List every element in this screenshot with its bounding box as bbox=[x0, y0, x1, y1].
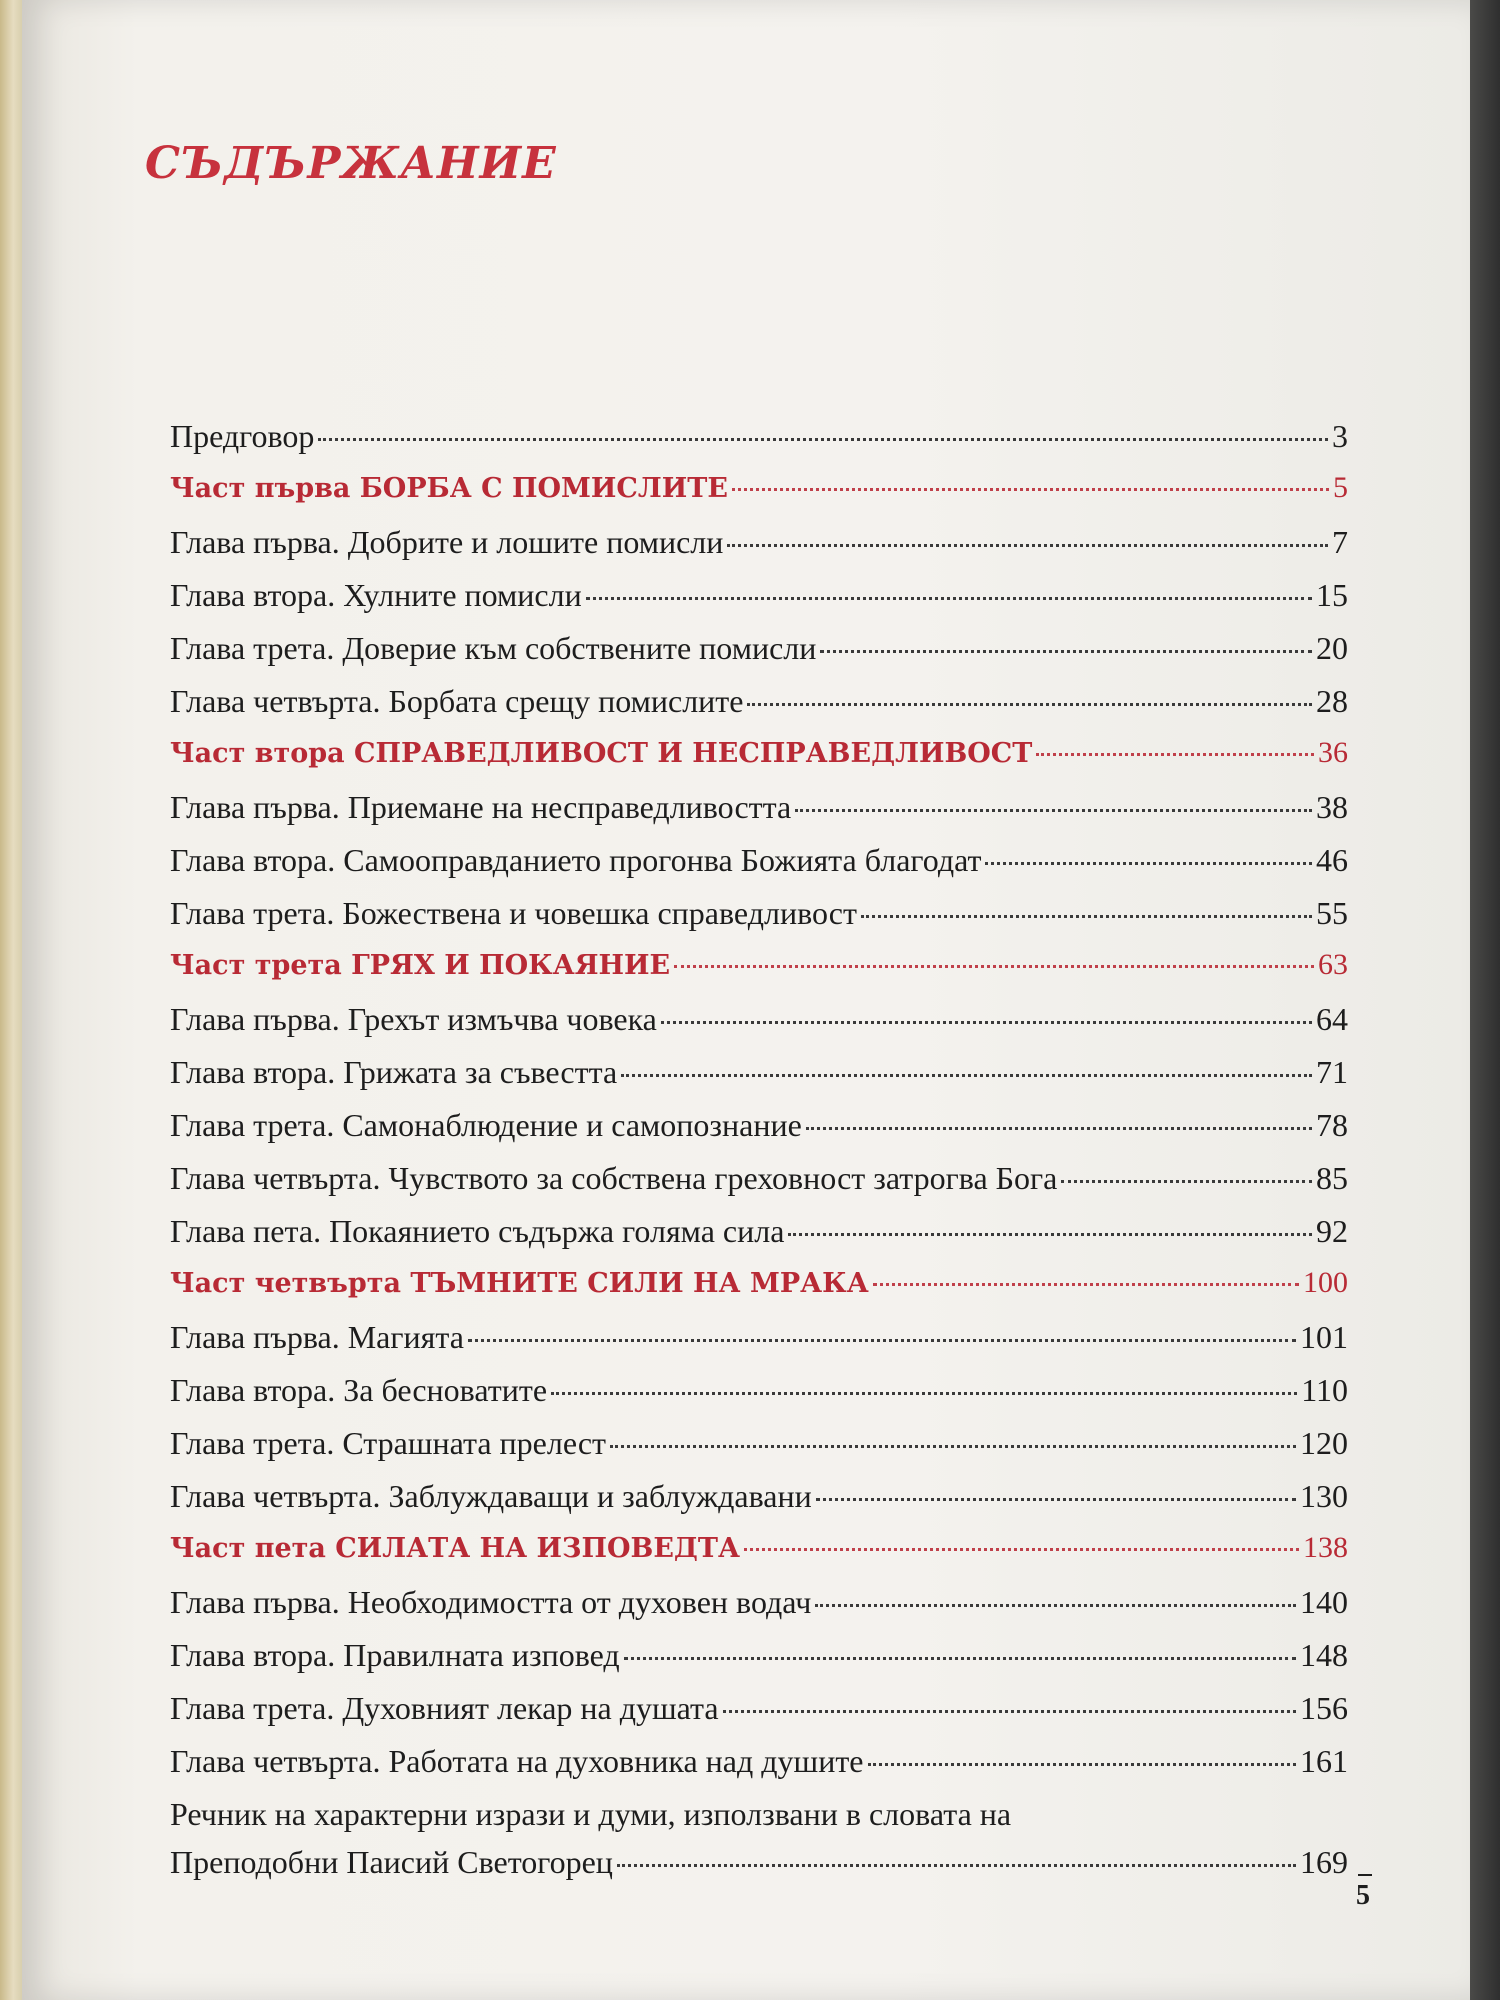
toc-page-number: 64 bbox=[1316, 1001, 1348, 1037]
dot-leader bbox=[873, 1283, 1299, 1286]
dot-leader bbox=[788, 1233, 1312, 1236]
toc-entry-label: Глава втора. Самооправданието прогонва Божията благодат bbox=[170, 842, 982, 878]
toc-entry-label: Част трета ГРЯХ И ПОКАЯНИЕ bbox=[170, 950, 671, 981]
toc-page-number: 130 bbox=[1300, 1478, 1348, 1514]
toc-entry-label: Глава втора. Правилната изповед bbox=[170, 1637, 620, 1673]
toc-entry-label: Глава пета. Покаянието съдържа голяма сила bbox=[170, 1213, 785, 1249]
toc-page-number: 85 bbox=[1316, 1160, 1348, 1196]
toc-entry-label: Глава четвърта. Чувството за собствена греховност затрогва Бога bbox=[170, 1160, 1058, 1196]
toc-entry-label: Част първа БОРБА С ПОМИСЛИТЕ bbox=[170, 473, 728, 504]
toc-entry-label: Част четвърта ТЪМНИТЕ СИЛИ НА МРАКА bbox=[170, 1268, 869, 1299]
toc-page-number: 63 bbox=[1318, 948, 1348, 981]
toc-page-number: 110 bbox=[1301, 1372, 1348, 1408]
dot-leader bbox=[624, 1657, 1296, 1660]
dot-leader bbox=[868, 1763, 1297, 1766]
book-spine bbox=[0, 0, 22, 2000]
toc-entry bbox=[170, 1213, 1348, 1266]
dot-leader bbox=[732, 488, 1329, 491]
toc-entry-label: Глава първа. Добрите и лошите помисли bbox=[170, 524, 724, 560]
dot-leader bbox=[1061, 1180, 1312, 1183]
dot-leader bbox=[468, 1339, 1296, 1342]
toc-page-number: 78 bbox=[1316, 1107, 1348, 1143]
toc-part-heading bbox=[170, 948, 1348, 1001]
dot-leader bbox=[1036, 753, 1314, 756]
glossary-entry bbox=[170, 1844, 1348, 1897]
toc-entry bbox=[170, 1743, 1348, 1796]
dot-leader bbox=[747, 703, 1312, 706]
toc-page-number: 38 bbox=[1316, 789, 1348, 825]
toc-entry-label: Част втора СПРАВЕДЛИВОСТ И НЕСПРАВЕДЛИВОСТ bbox=[170, 738, 1033, 769]
toc-entry-label: Глава четвърта. Борбата срещу помислите bbox=[170, 683, 744, 719]
toc-page-number: 46 bbox=[1316, 842, 1348, 878]
toc-entry-label: Глава трета. Самонаблюдение и самопознание bbox=[170, 1107, 802, 1143]
toc-entry bbox=[170, 1425, 1348, 1478]
dot-leader bbox=[820, 650, 1312, 653]
toc-entry bbox=[170, 418, 1348, 471]
toc-page-number: 161 bbox=[1300, 1743, 1348, 1779]
toc-page-number: 138 bbox=[1303, 1531, 1348, 1564]
toc-page-number: 148 bbox=[1300, 1637, 1348, 1673]
toc-entry-label: Глава трета. Духовният лекар на душата bbox=[170, 1690, 719, 1726]
book-page bbox=[22, 0, 1470, 2000]
toc-entry-label: Част пета СИЛАТА НА ИЗПОВЕДТА bbox=[170, 1533, 741, 1564]
toc-entry bbox=[170, 1054, 1348, 1107]
toc-entry-label: Глава първа. Необходимостта от духовен водач bbox=[170, 1584, 812, 1620]
toc-page-number: 7 bbox=[1332, 524, 1348, 560]
toc-entry bbox=[170, 1107, 1348, 1160]
toc-page-number: 36 bbox=[1318, 736, 1348, 769]
toc-entry-label: Глава четвърта. Заблуждаващи и заблуждавани bbox=[170, 1478, 812, 1514]
toc-entry-label: Глава втора. За бесноватите bbox=[170, 1372, 548, 1408]
dot-leader bbox=[861, 915, 1312, 918]
page-title: СЪДЪРЖАНИЕ bbox=[145, 138, 557, 189]
toc-page-number: 169 bbox=[1300, 1844, 1348, 1880]
toc-entry bbox=[170, 1001, 1348, 1054]
folio-divider bbox=[1358, 1874, 1372, 1876]
toc-entry bbox=[170, 895, 1348, 948]
toc-page-number: 5 bbox=[1333, 471, 1348, 504]
toc-page-number: 3 bbox=[1332, 418, 1348, 454]
toc-page-number: 156 bbox=[1300, 1690, 1348, 1726]
toc-entry bbox=[170, 524, 1348, 577]
dot-leader bbox=[816, 1498, 1296, 1501]
dot-leader bbox=[674, 965, 1314, 968]
toc-page-number: 101 bbox=[1300, 1319, 1348, 1355]
toc-entry-label: Глава втора. Грижата за съвестта bbox=[170, 1054, 618, 1090]
toc-entry-label: Предговор bbox=[170, 418, 315, 454]
toc-entry-label: Глава първа. Приемане на несправедливостта bbox=[170, 789, 792, 825]
toc-entry-label: Глава четвърта. Работата на духовника над душите bbox=[170, 1743, 864, 1779]
toc-entry bbox=[170, 1372, 1348, 1425]
dot-leader bbox=[806, 1127, 1312, 1130]
dot-leader bbox=[661, 1021, 1312, 1024]
dot-leader bbox=[744, 1548, 1299, 1551]
toc-page-number: 92 bbox=[1316, 1213, 1348, 1249]
toc-entry bbox=[170, 1319, 1348, 1372]
dot-leader bbox=[586, 597, 1312, 600]
toc-page-number: 28 bbox=[1316, 683, 1348, 719]
toc-entry-label: Глава втора. Хулните помисли bbox=[170, 577, 582, 613]
dot-leader bbox=[617, 1864, 1296, 1867]
toc-part-heading bbox=[170, 471, 1348, 524]
toc-entry bbox=[170, 1160, 1348, 1213]
toc-entry bbox=[170, 1690, 1348, 1743]
dot-leader bbox=[985, 862, 1312, 865]
toc-entry-label: Глава първа. Магията bbox=[170, 1319, 464, 1355]
page-edge-shadow bbox=[1470, 0, 1500, 2000]
toc-part-heading bbox=[170, 1531, 1348, 1584]
dot-leader bbox=[318, 438, 1328, 441]
toc-entry bbox=[170, 630, 1348, 683]
toc-entry bbox=[170, 577, 1348, 630]
toc-page-number: 120 bbox=[1300, 1425, 1348, 1461]
toc-page-number: 55 bbox=[1316, 895, 1348, 931]
toc-entry-label: Глава трета. Доверие към собствените помисли bbox=[170, 630, 817, 666]
dot-leader bbox=[551, 1392, 1297, 1395]
toc-entry bbox=[170, 1478, 1348, 1531]
toc-entry bbox=[170, 1637, 1348, 1690]
dot-leader bbox=[815, 1604, 1296, 1607]
toc-page-number: 140 bbox=[1300, 1584, 1348, 1620]
dot-leader bbox=[621, 1074, 1312, 1077]
dot-leader bbox=[727, 544, 1328, 547]
toc-entry-label: Глава трета. Страшната прелест bbox=[170, 1425, 607, 1461]
toc-entry bbox=[170, 683, 1348, 736]
toc-page-number: 15 bbox=[1316, 577, 1348, 613]
dot-leader bbox=[723, 1710, 1296, 1713]
dot-leader bbox=[795, 809, 1312, 812]
toc-entry bbox=[170, 789, 1348, 842]
toc-page-number: 100 bbox=[1303, 1266, 1348, 1299]
toc-page-number: 20 bbox=[1316, 630, 1348, 666]
toc-entry-label: Глава първа. Грехът измъчва човека bbox=[170, 1001, 657, 1037]
toc-part-heading bbox=[170, 736, 1348, 789]
toc-entry-label: Преподобни Паисий Светогорец bbox=[170, 1844, 613, 1880]
page-number: 5 bbox=[1356, 1880, 1370, 1911]
toc-entry bbox=[170, 842, 1348, 895]
toc-page-number: 71 bbox=[1316, 1054, 1348, 1090]
glossary-entry-line1: Речник на характерни изрази и думи, използвани в словата на bbox=[170, 1796, 1012, 1832]
toc-part-heading bbox=[170, 1266, 1348, 1319]
toc-entry bbox=[170, 1584, 1348, 1637]
dot-leader bbox=[610, 1445, 1296, 1448]
table-of-contents bbox=[170, 418, 1348, 1897]
toc-entry-label: Глава трета. Божествена и човешка справедливост bbox=[170, 895, 857, 931]
